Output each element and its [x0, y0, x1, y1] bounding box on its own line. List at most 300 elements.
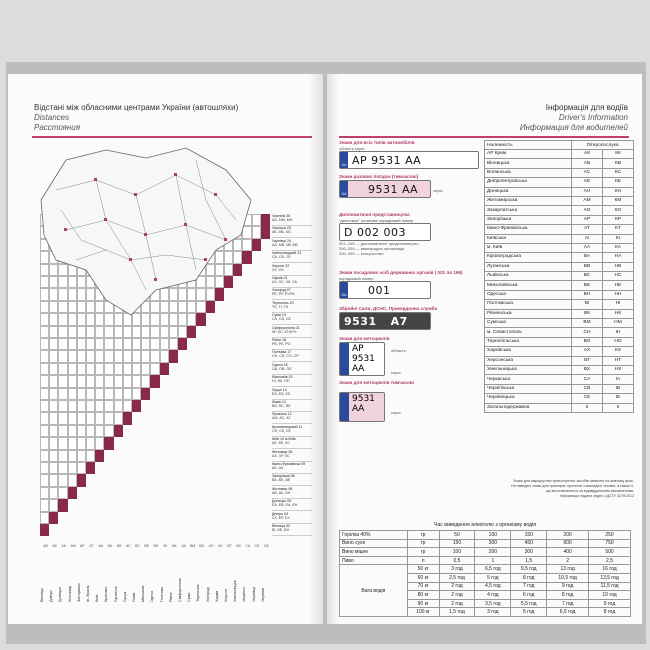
table-cell: 16 год	[589, 565, 631, 574]
table-row	[485, 365, 634, 374]
column-label: Херсон	[224, 589, 228, 602]
distance-cell	[58, 487, 67, 499]
distance-cell	[68, 326, 77, 338]
region-code: СН	[572, 328, 603, 337]
distance-cell	[114, 375, 123, 387]
table-row	[340, 556, 631, 565]
distance-cell	[40, 400, 49, 412]
distance-cell	[104, 412, 113, 424]
table-cell: 2 год	[439, 591, 475, 600]
distance-cell	[68, 400, 77, 412]
region-code: АН	[572, 187, 603, 196]
column-code: ВХ	[236, 544, 241, 548]
region-code: ВС	[572, 272, 603, 281]
table-row	[485, 309, 634, 318]
distance-cell	[77, 462, 86, 474]
plate-line-3: АА	[352, 364, 365, 374]
distance-cell	[49, 474, 58, 486]
table-cell: 80 кг	[407, 591, 439, 600]
license-plate-military	[339, 312, 431, 330]
table-cell: 11,5 год	[589, 582, 631, 591]
column-label: Харків	[214, 590, 219, 602]
table-row	[485, 178, 634, 187]
distance-cell	[86, 388, 95, 400]
column-code: АН	[61, 544, 67, 548]
distance-cell	[49, 425, 58, 437]
distance-cell	[86, 462, 95, 474]
distance-cell	[104, 363, 113, 375]
distance-cell	[40, 487, 49, 499]
region-code: КІ	[603, 234, 634, 243]
plate-line-2: АА	[352, 404, 365, 414]
table-cell: 100	[439, 548, 475, 557]
table-cell: 750	[589, 539, 631, 548]
region-name: Івано-Франківська	[485, 225, 572, 234]
distance-cell	[104, 400, 113, 412]
distance-cell	[86, 350, 95, 362]
table-cell: гр	[407, 548, 439, 557]
section-heading: Збройні Сили, ДСНС, Прикордонна служба	[339, 306, 438, 311]
distance-cell	[104, 375, 113, 387]
column-code: АТ	[89, 544, 94, 548]
region-name: Черкаська	[485, 375, 572, 384]
table-cell: 6,5 год	[475, 565, 511, 574]
region-name: м. Севастополь	[485, 328, 572, 337]
ua-flag-icon	[340, 343, 349, 375]
table-cell: 450	[511, 539, 547, 548]
distance-cell	[86, 425, 95, 437]
distance-cell	[95, 437, 104, 449]
table-cell: 4 год	[475, 591, 511, 600]
plate-number: 9531	[344, 314, 377, 328]
distance-cell	[178, 338, 187, 350]
plate-line-1: АР	[352, 344, 364, 354]
distance-cell	[150, 326, 159, 338]
table-cell: 70 кг	[407, 582, 439, 591]
table-row	[485, 347, 634, 356]
region-code: КХ	[603, 347, 634, 356]
region-code: ІІ	[603, 403, 634, 412]
table-cell: 300	[511, 548, 547, 557]
distance-cell	[49, 512, 58, 524]
region-code: НТ	[603, 356, 634, 365]
column-label: Полтава	[159, 587, 164, 602]
row-label: Київ 10 м.Київ АЕ, КЕ, КС	[272, 437, 312, 449]
region-name: Сумська	[485, 319, 572, 328]
alcohol-grid	[339, 530, 631, 617]
distance-cell	[123, 338, 132, 350]
ua-flag-icon: UA	[340, 152, 348, 168]
distance-cell	[40, 412, 49, 424]
distance-cell	[123, 400, 132, 412]
column-label: Одеса	[150, 590, 155, 602]
column-code: АХ	[217, 544, 223, 548]
diplomatic-note-1: 001–199 — дипломатичне представництво	[339, 241, 419, 246]
table-row	[485, 187, 634, 196]
distance-cell	[49, 412, 58, 424]
table-cell: 2 год	[439, 599, 475, 608]
distance-cell	[68, 412, 77, 424]
distance-cell	[104, 388, 113, 400]
region-name: Дніпропетровська	[485, 178, 572, 187]
distance-cell	[40, 363, 49, 375]
plates-all-vehicles	[339, 140, 479, 169]
distance-cell	[58, 425, 67, 437]
distance-cell	[40, 462, 49, 474]
table-cell: л	[407, 556, 439, 565]
column-label: Луцьк	[122, 591, 127, 602]
distance-cell	[261, 214, 270, 226]
distance-cell	[169, 350, 178, 362]
distance-cell	[123, 363, 132, 375]
region-name: Харківська	[485, 347, 572, 356]
distance-cell	[40, 338, 49, 350]
table-cell: Вино сухе	[340, 539, 408, 548]
distance-cell	[86, 412, 95, 424]
column-label: Вінниця	[40, 588, 44, 602]
section-heading: Знаки для мотоциклів	[339, 336, 390, 341]
table-row	[485, 243, 634, 252]
table-cell: 300	[475, 539, 511, 548]
row-label: Чернігів 26 АА, ММ, МН	[272, 214, 312, 226]
alcohol-table	[339, 522, 631, 617]
distance-cell	[49, 363, 58, 375]
distance-cell	[114, 425, 123, 437]
table-row	[485, 403, 634, 412]
distance-cell	[40, 437, 49, 449]
row-label: Полтава 17 СН, СН, СО, СР	[272, 350, 312, 362]
distance-cell	[68, 487, 77, 499]
distance-cell	[114, 350, 123, 362]
column-code: АК	[181, 544, 186, 548]
distance-cell	[132, 338, 141, 350]
region-code: ВВ	[572, 262, 603, 271]
distance-cell	[104, 425, 113, 437]
table-cell: 150	[511, 531, 547, 540]
region-code: АС	[572, 168, 603, 177]
distance-cell	[40, 388, 49, 400]
table-cell: 500	[589, 548, 631, 557]
table-row	[485, 196, 634, 205]
region-code: ВН	[572, 290, 603, 299]
table-cell: 8 год	[589, 608, 631, 617]
note-line: Знаки для маршрутних транспортних засобів нанесені на жовтому фоні.	[513, 479, 634, 483]
column-code: ВТ	[227, 544, 232, 548]
table-cell: 60 кг	[407, 573, 439, 582]
distance-cell	[95, 375, 104, 387]
alcohol-table-title: Час виведення алкоголю з організму водія	[433, 522, 537, 528]
license-plate-motorcycle	[339, 342, 385, 376]
column-label: Запоріжжя	[76, 583, 81, 602]
distance-cell	[49, 400, 58, 412]
distance-cell	[77, 450, 86, 462]
ua-flag-icon	[340, 393, 349, 421]
row-label: Хмельницький 23 СА, СВ, СЕ	[272, 251, 312, 263]
distance-cell	[95, 388, 104, 400]
distance-cell	[49, 326, 58, 338]
table-cell: 5 год	[475, 573, 511, 582]
region-code: ВМ	[572, 319, 603, 328]
column-code: СА	[245, 544, 251, 548]
row-label: Луганськ 12 АМ, АС, АТ	[272, 412, 312, 424]
section-heading: Знаки разових поїздок (тимчасові)	[339, 174, 419, 179]
section-caption: "дипломат" установа порядковий номер	[339, 218, 414, 223]
plate-number: D 002 003	[344, 225, 406, 239]
region-code: АХ	[572, 347, 603, 356]
table-row	[485, 206, 634, 215]
plate-number: 9531 АА	[368, 182, 419, 196]
column-label: Київ	[95, 594, 100, 602]
table-header-row	[485, 141, 634, 150]
distance-cell	[49, 437, 58, 449]
column-code: ВК	[172, 544, 177, 548]
region-name: Тернопільська	[485, 337, 572, 346]
plate-line-1: 9531	[352, 394, 375, 404]
region-code: ВА	[572, 253, 603, 262]
distance-cell	[49, 487, 58, 499]
distance-cell	[132, 326, 141, 338]
distance-cell	[169, 338, 178, 350]
distance-cell	[68, 363, 77, 375]
row-label: Рівне 18 РВ, РК, РО	[272, 338, 312, 350]
table-row	[340, 531, 631, 540]
column-label: Донецьк	[58, 587, 63, 602]
plate-tag: серія	[391, 370, 401, 375]
table-row	[485, 215, 634, 224]
distance-cell	[95, 450, 104, 462]
license-plate-official	[339, 281, 431, 299]
table-row	[485, 356, 634, 365]
table-cell: 50	[439, 531, 475, 540]
distance-cell	[86, 450, 95, 462]
table-row	[485, 328, 634, 337]
table-cell: 8 год	[547, 591, 589, 600]
region-code: ІН	[603, 328, 634, 337]
distance-cell	[58, 375, 67, 387]
table-cell: 13,5 год	[589, 573, 631, 582]
row-label: Херсон 22 ХЗ, ХН	[272, 264, 312, 276]
distance-cell	[58, 338, 67, 350]
region-name: Хмельницька	[485, 365, 572, 374]
distance-cell	[114, 400, 123, 412]
distance-cell	[132, 363, 141, 375]
table-row	[485, 300, 634, 309]
region-name: Київська	[485, 234, 572, 243]
row-label: Львів 13 ВО, ВС, ВЕ	[272, 400, 312, 412]
table-row	[485, 225, 634, 234]
table-cell: 1,5	[511, 556, 547, 565]
distance-cell	[150, 338, 159, 350]
distance-cell	[160, 363, 169, 375]
distance-cell	[123, 388, 132, 400]
distance-cell	[123, 350, 132, 362]
region-code: КА	[603, 243, 634, 252]
region-code: КК	[603, 150, 634, 159]
column-code: ВМ	[190, 544, 196, 548]
distance-cell	[169, 326, 178, 338]
diplomatic-note-2: 200–299 — міжнародна організація	[339, 246, 405, 251]
distance-cell	[68, 437, 77, 449]
distance-cell	[68, 388, 77, 400]
distance-cell	[132, 375, 141, 387]
region-code: ВЕ	[572, 281, 603, 290]
region-code: ВХ	[572, 365, 603, 374]
column-label: Черкаси	[242, 587, 247, 602]
distance-cell	[95, 350, 104, 362]
plates-motorcycle	[339, 336, 479, 376]
section-heading: Знаки для мотоциклів тимчасові	[339, 380, 414, 385]
column-label: Миколаїв	[141, 585, 146, 602]
column-label: Луганськ	[113, 586, 118, 602]
distance-cell	[187, 326, 196, 338]
region-code: НК	[603, 309, 634, 318]
region-name: Херсонська	[485, 356, 572, 365]
ua-flag-icon: UA	[340, 282, 348, 298]
note-line: Не наведені знаки для тракторів, причепів і самохідної техніки, а також ті,	[510, 484, 634, 488]
row-label: Черкаси 25 АК, МБ, МС	[272, 226, 312, 238]
row-label: Чернівці 24 АА, МВ, МЕ,МЕ	[272, 239, 312, 251]
column-label: Рівне	[168, 592, 173, 602]
distance-cell	[58, 326, 67, 338]
distance-cell	[58, 450, 67, 462]
region-name: Чернігівська	[485, 384, 572, 393]
title-divider	[32, 136, 312, 138]
column-header: Належність	[485, 141, 572, 150]
column-code: АМ	[70, 544, 76, 548]
license-plate-temporary	[339, 180, 431, 198]
column-code: АР	[79, 544, 85, 548]
distance-cell	[104, 437, 113, 449]
section-caption: область серія	[339, 146, 365, 151]
column-label: Чернівці	[251, 587, 256, 602]
table-cell: 10,5 год	[547, 573, 589, 582]
row-label: Житомир 06 АХ, ХР, ХС	[272, 450, 312, 462]
column-code: ВС	[135, 544, 140, 548]
region-code: НМ	[603, 319, 634, 328]
distance-cell	[77, 350, 86, 362]
distance-cell	[77, 437, 86, 449]
distance-cell	[58, 412, 67, 424]
column-label: Житомир	[67, 585, 72, 602]
distances-title: Відстані між обласними центрами України (автошляхи)	[34, 103, 239, 112]
region-code: ІВ	[603, 384, 634, 393]
distance-cell	[58, 400, 67, 412]
distances-title-ru: Расстояния	[34, 123, 81, 132]
region-code: НО	[603, 337, 634, 346]
plates-temporary	[339, 174, 479, 198]
region-code: ІА	[603, 375, 634, 384]
distance-cell	[58, 388, 67, 400]
row-label: Івано-Франківськ 09 АЕ, АК	[272, 462, 312, 474]
region-code: КТ	[603, 225, 634, 234]
table-cell: 200	[547, 531, 589, 540]
column-code: АА	[98, 544, 104, 548]
row-label: Суми 19 СА, СВ, СЕ	[272, 313, 312, 325]
distance-cell	[141, 363, 150, 375]
drivers-title-ru: Информация для водителей	[519, 123, 628, 132]
region-code: АК	[572, 150, 603, 159]
region-code: ВО	[572, 337, 603, 346]
region-code: НХ	[603, 365, 634, 374]
table-row	[340, 565, 631, 574]
weight-label: Вага водія	[340, 565, 408, 617]
drivers-title: Інформація для водіїв	[545, 103, 628, 112]
table-cell: 4,5 год	[475, 582, 511, 591]
distance-cell	[49, 499, 58, 511]
plate-number: АР 9531 АА	[352, 153, 422, 167]
region-code: АМ	[572, 196, 603, 205]
region-code: КО	[603, 206, 634, 215]
distance-cell	[58, 437, 67, 449]
row-label: Одеса 16 ОА, ОВ, ОЕ	[272, 363, 312, 375]
distance-cell	[68, 350, 77, 362]
table-cell: 0,5	[439, 556, 475, 565]
distance-cell	[261, 226, 270, 238]
distance-cell	[178, 326, 187, 338]
table-cell: 100	[475, 531, 511, 540]
distance-cell	[160, 326, 169, 338]
distance-cell	[86, 338, 95, 350]
table-cell: 400	[547, 548, 589, 557]
distance-cell	[95, 412, 104, 424]
distance-cell	[132, 400, 141, 412]
distance-cell	[77, 388, 86, 400]
table-row	[485, 253, 634, 262]
region-code: НЕ	[603, 281, 634, 290]
region-code: АО	[572, 206, 603, 215]
diplomatic-note-3: 300–399 — консульство	[339, 251, 384, 256]
table-cell: Вино міцне	[340, 548, 408, 557]
plate-tag: область	[391, 348, 406, 353]
table-cell: 150	[439, 539, 475, 548]
ua-flag-icon: UA	[340, 181, 348, 197]
region-name: Кіровоградська	[485, 253, 572, 262]
region-code: КС	[603, 168, 634, 177]
table-row	[485, 168, 634, 177]
distance-cell	[141, 350, 150, 362]
column-code: ВІ	[163, 544, 167, 548]
region-code: АЕ	[572, 178, 603, 187]
table-row	[340, 539, 631, 548]
region-name: Чернівецька	[485, 394, 572, 403]
region-code: СА	[572, 375, 603, 384]
distance-cell	[104, 326, 113, 338]
table-cell: 3 год	[475, 608, 511, 617]
table-cell: 13 год	[547, 565, 589, 574]
table-row	[485, 262, 634, 271]
distance-cell	[95, 363, 104, 375]
row-label: Запоріжжя 08 ВА, ВЕ, ВЕ	[272, 474, 312, 486]
section-heading: Знаки для всіх типів автомобілів	[339, 140, 415, 145]
distance-cell	[40, 524, 49, 536]
table-cell: 9 год	[589, 599, 631, 608]
plate-tag: серія	[391, 410, 401, 415]
plate-number: 001	[368, 283, 391, 297]
distance-cell	[114, 363, 123, 375]
table-row	[485, 272, 634, 281]
column-label: Кропивн.	[104, 586, 109, 602]
column-code: ВН	[153, 544, 159, 548]
region-code: КР	[603, 215, 634, 224]
table-cell: 100 кг	[407, 608, 439, 617]
column-label: Сімферополь	[178, 578, 182, 602]
column-label: Ів.-Франк.	[86, 584, 90, 602]
table-cell: 9 год	[547, 582, 589, 591]
region-code: ВК	[572, 309, 603, 318]
row-label: Ужгород 07 РЕ, РР, РУ,РА	[272, 288, 312, 300]
table-row	[485, 375, 634, 384]
column-label: Суми	[187, 592, 192, 602]
